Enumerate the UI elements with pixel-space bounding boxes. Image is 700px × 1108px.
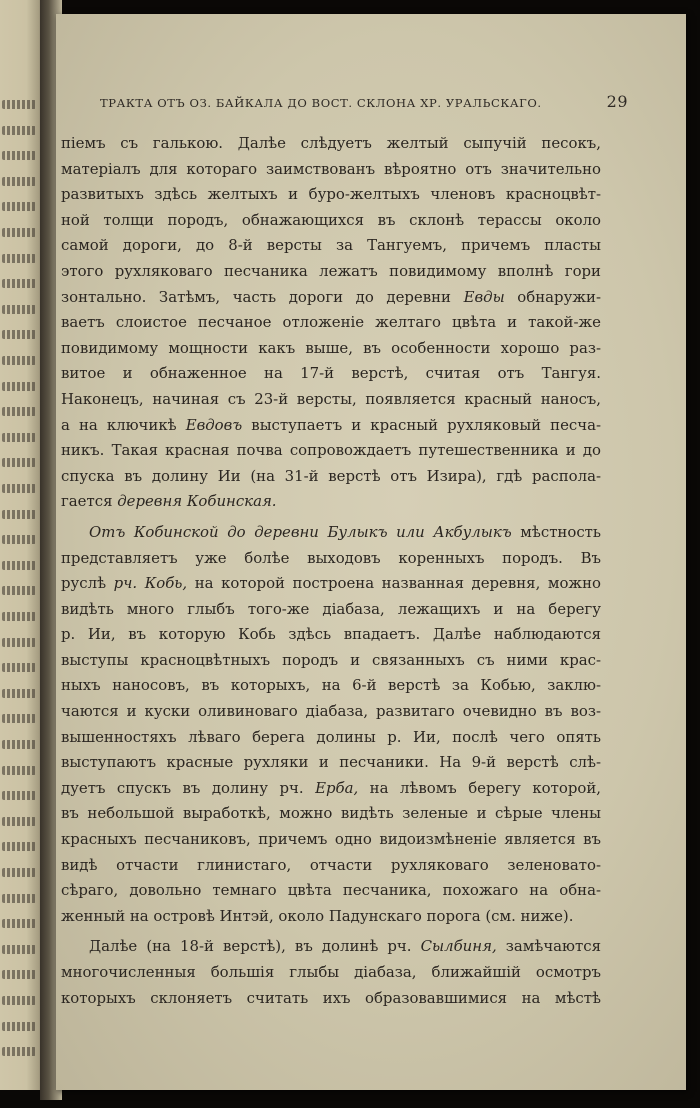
text-line — [61, 725, 601, 751]
facing-page-text-trace — [2, 407, 36, 416]
facing-page-text-trace — [2, 868, 36, 877]
facing-page-text-trace — [2, 535, 36, 544]
text-segment: которыхъ склоняетъ считать ихъ образовавшимися на мѣстѣ — [61, 988, 601, 1007]
facing-page-text-trace — [2, 817, 36, 826]
facing-page-text-trace — [2, 1047, 36, 1056]
text-line — [61, 597, 601, 623]
facing-page-text-trace — [2, 151, 36, 160]
text-segment: Наконецъ, начиная съ 23-й версты, появляется красный наносъ, — [61, 389, 601, 408]
text-segment: выступаютъ красные рухляки и песчаники. На 9-й верстѣ слѣ- — [61, 753, 601, 772]
text-line — [61, 157, 601, 183]
facing-page-text-trace — [2, 458, 36, 467]
text-line — [61, 827, 601, 853]
text-segment: ныхъ наносовъ, въ которыхъ, на 6-й верстѣ за Кобью, заклю- — [61, 676, 601, 695]
text-line — [61, 878, 601, 904]
text-line — [61, 960, 601, 986]
text-line — [61, 438, 601, 464]
facing-page-text-trace — [2, 356, 36, 365]
text-segment: зонтально. Затѣмъ, часть дороги до деревни — [61, 287, 464, 306]
text-line — [61, 904, 601, 930]
text-line — [61, 571, 601, 597]
page-number: 29 — [606, 92, 628, 111]
facing-page-text-trace — [2, 586, 36, 595]
text-segment: вышенностяхъ лѣваго берега долины р. Ии, послѣ чего опять — [61, 727, 601, 746]
text-segment: выступаетъ и красный рухляковый песча- — [242, 415, 601, 434]
facing-page-text-trace — [2, 970, 36, 979]
facing-page-text-trace — [2, 510, 36, 519]
text-segment: сѣраго, довольно темнаго цвѣта песчаника, похожаго на обна- — [61, 881, 601, 900]
text-segment: р. Ии, въ которую Кобь здѣсь впадаетъ. Далѣе наблюдаются — [61, 625, 601, 644]
facing-page-text-trace — [2, 202, 36, 211]
facing-page-text-trace — [2, 766, 36, 775]
facing-page-text-trace — [2, 842, 36, 851]
facing-page-text-trace — [2, 254, 36, 263]
text-line — [61, 259, 601, 285]
text-line — [61, 285, 601, 311]
text-segment: дуетъ спускъ въ долину рч. — [61, 778, 316, 797]
text-segment: видѣть много глыбъ того-же діабаза, лежащихъ и на берегу — [61, 599, 601, 618]
facing-page-text-trace — [2, 894, 36, 903]
text-segment: матеріалъ для котораго заимствованъ вѣроятно отъ значительно — [61, 159, 601, 178]
facing-page-text-trace — [2, 177, 36, 186]
text-line — [61, 182, 601, 208]
text-segment: а на ключикѣ — [61, 415, 186, 434]
facing-page-text-trace — [2, 791, 36, 800]
text-line — [61, 546, 601, 572]
text-line — [61, 699, 601, 725]
text-segment: этого рухляковаго песчаника лежатъ повидимому вполнѣ гори — [61, 261, 601, 280]
text-line — [61, 520, 601, 546]
body-text — [61, 131, 601, 1011]
facing-page-text-trace — [2, 305, 36, 314]
text-segment: видѣ отчасти глинистаго, отчасти рухляковаго зеленовато- — [61, 855, 601, 874]
text-line — [61, 489, 601, 515]
text-line — [61, 233, 601, 259]
text-segment: на которой построена названная деревня, можно — [187, 574, 601, 593]
text-segment: красныхъ песчаниковъ, причемъ одно видоизмѣненіе является въ — [61, 830, 601, 849]
book-page — [56, 14, 686, 1090]
text-segment: гается — [61, 492, 118, 511]
text-segment: на лѣвомъ берегу которой, — [358, 778, 601, 797]
text-line — [61, 208, 601, 234]
text-line — [61, 310, 601, 336]
text-segment: самой дороги, до 8-й версты за Тангуемъ, причемъ пласты — [61, 236, 601, 255]
italic-text: Сылбиня, — [420, 937, 497, 956]
facing-page-text-trace — [2, 561, 36, 570]
facing-page-edge — [0, 0, 44, 1090]
text-segment: представляетъ уже болѣе выходовъ коренныхъ породъ. Въ — [61, 548, 601, 567]
text-line — [61, 934, 601, 960]
text-segment: Далѣе (на 18-й верстѣ), въ долинѣ рч. — [89, 937, 421, 956]
text-line — [61, 413, 601, 439]
italic-text: Ерба, — [315, 778, 359, 797]
facing-page-text-trace — [2, 1022, 36, 1031]
facing-page-text-trace — [2, 638, 36, 647]
text-line — [61, 336, 601, 362]
text-line — [61, 464, 601, 490]
text-segment: чаются и куски оливиноваго діабаза, развитаго очевидно въ воз- — [61, 702, 601, 721]
text-segment: мѣстность — [511, 522, 601, 541]
text-segment: ваетъ слоистое песчаное отложеніе желтаго цвѣта и такой-же — [61, 313, 601, 332]
facing-page-text-trace — [2, 740, 36, 749]
facing-page-text-trace — [2, 382, 36, 391]
text-line — [61, 622, 601, 648]
text-segment: ной толщи породъ, обнажающихся въ склонѣ терассы около — [61, 210, 601, 229]
facing-page-text-trace — [2, 330, 36, 339]
facing-page-text-trace — [2, 279, 36, 288]
facing-page-text-trace — [2, 484, 36, 493]
facing-page-text-trace — [2, 126, 36, 135]
text-segment: повидимому мощности какъ выше, въ особенности хорошо раз- — [61, 338, 601, 357]
facing-page-text-trace — [2, 663, 36, 672]
facing-page-text-trace — [2, 919, 36, 928]
text-segment: обнаружи- — [504, 287, 601, 306]
text-segment: развитыхъ здѣсь желтыхъ и буро-желтыхъ членовъ красноцвѣт- — [61, 185, 601, 204]
text-line — [61, 801, 601, 827]
facing-page-text-trace — [2, 612, 36, 621]
italic-text: рч. Кобь, — [113, 574, 188, 593]
facing-page-text-trace — [2, 100, 36, 109]
facing-page-text-trace — [2, 714, 36, 723]
facing-page-text-trace — [2, 689, 36, 698]
italic-text: Евды — [463, 287, 505, 306]
text-segment: спуска въ долину Ии (на 31-й верстѣ отъ Изира), гдѣ распола- — [61, 466, 601, 485]
text-segment: замѣчаются — [496, 937, 601, 956]
text-line — [61, 673, 601, 699]
page-header — [100, 92, 628, 116]
text-line — [61, 853, 601, 879]
text-segment: никъ. Такая красная почва сопровождаетъ путешественника и до — [61, 441, 601, 460]
text-segment: женный на островѣ Интэй, около Падунскаго порога (см. ниже). — [61, 906, 574, 925]
text-line — [61, 361, 601, 387]
facing-page-text-trace — [2, 945, 36, 954]
text-segment: витое и обнаженное на 17-й верстѣ, считая отъ Тангуя. — [61, 364, 601, 383]
text-line — [61, 750, 601, 776]
text-line — [61, 986, 601, 1012]
text-line — [61, 776, 601, 802]
text-segment: выступы красноцвѣтныхъ породъ и связанныхъ съ ними крас- — [61, 650, 601, 669]
text-segment: многочисленныя большія глыбы діабаза, ближайшій осмотръ — [61, 963, 601, 981]
italic-text: деревня Кобинская. — [117, 492, 277, 511]
text-segment: піемъ съ галькою. Далѣе слѣдуетъ желтый сыпучій песокъ, — [61, 134, 601, 152]
italic-text: Отъ Кобинской до деревни Булыкъ или Акбулыкъ — [89, 522, 512, 541]
text-line — [61, 131, 601, 157]
text-line — [61, 387, 601, 413]
text-segment: въ небольшой выработкѣ, можно видѣть зеленые и сѣрые члены — [61, 804, 601, 823]
facing-page-text-trace — [2, 996, 36, 1005]
italic-text: Евдовъ — [185, 415, 243, 434]
facing-page-text-trace — [2, 228, 36, 237]
text-line — [61, 648, 601, 674]
running-head: ТРАКТА ОТЪ ОЗ. БАЙКАЛА ДО ВОСТ. СКЛОНА ХР. УРАЛЬСКАГО. — [100, 96, 542, 110]
facing-page-text-trace — [2, 433, 36, 442]
text-segment: руслѣ — [61, 574, 114, 593]
